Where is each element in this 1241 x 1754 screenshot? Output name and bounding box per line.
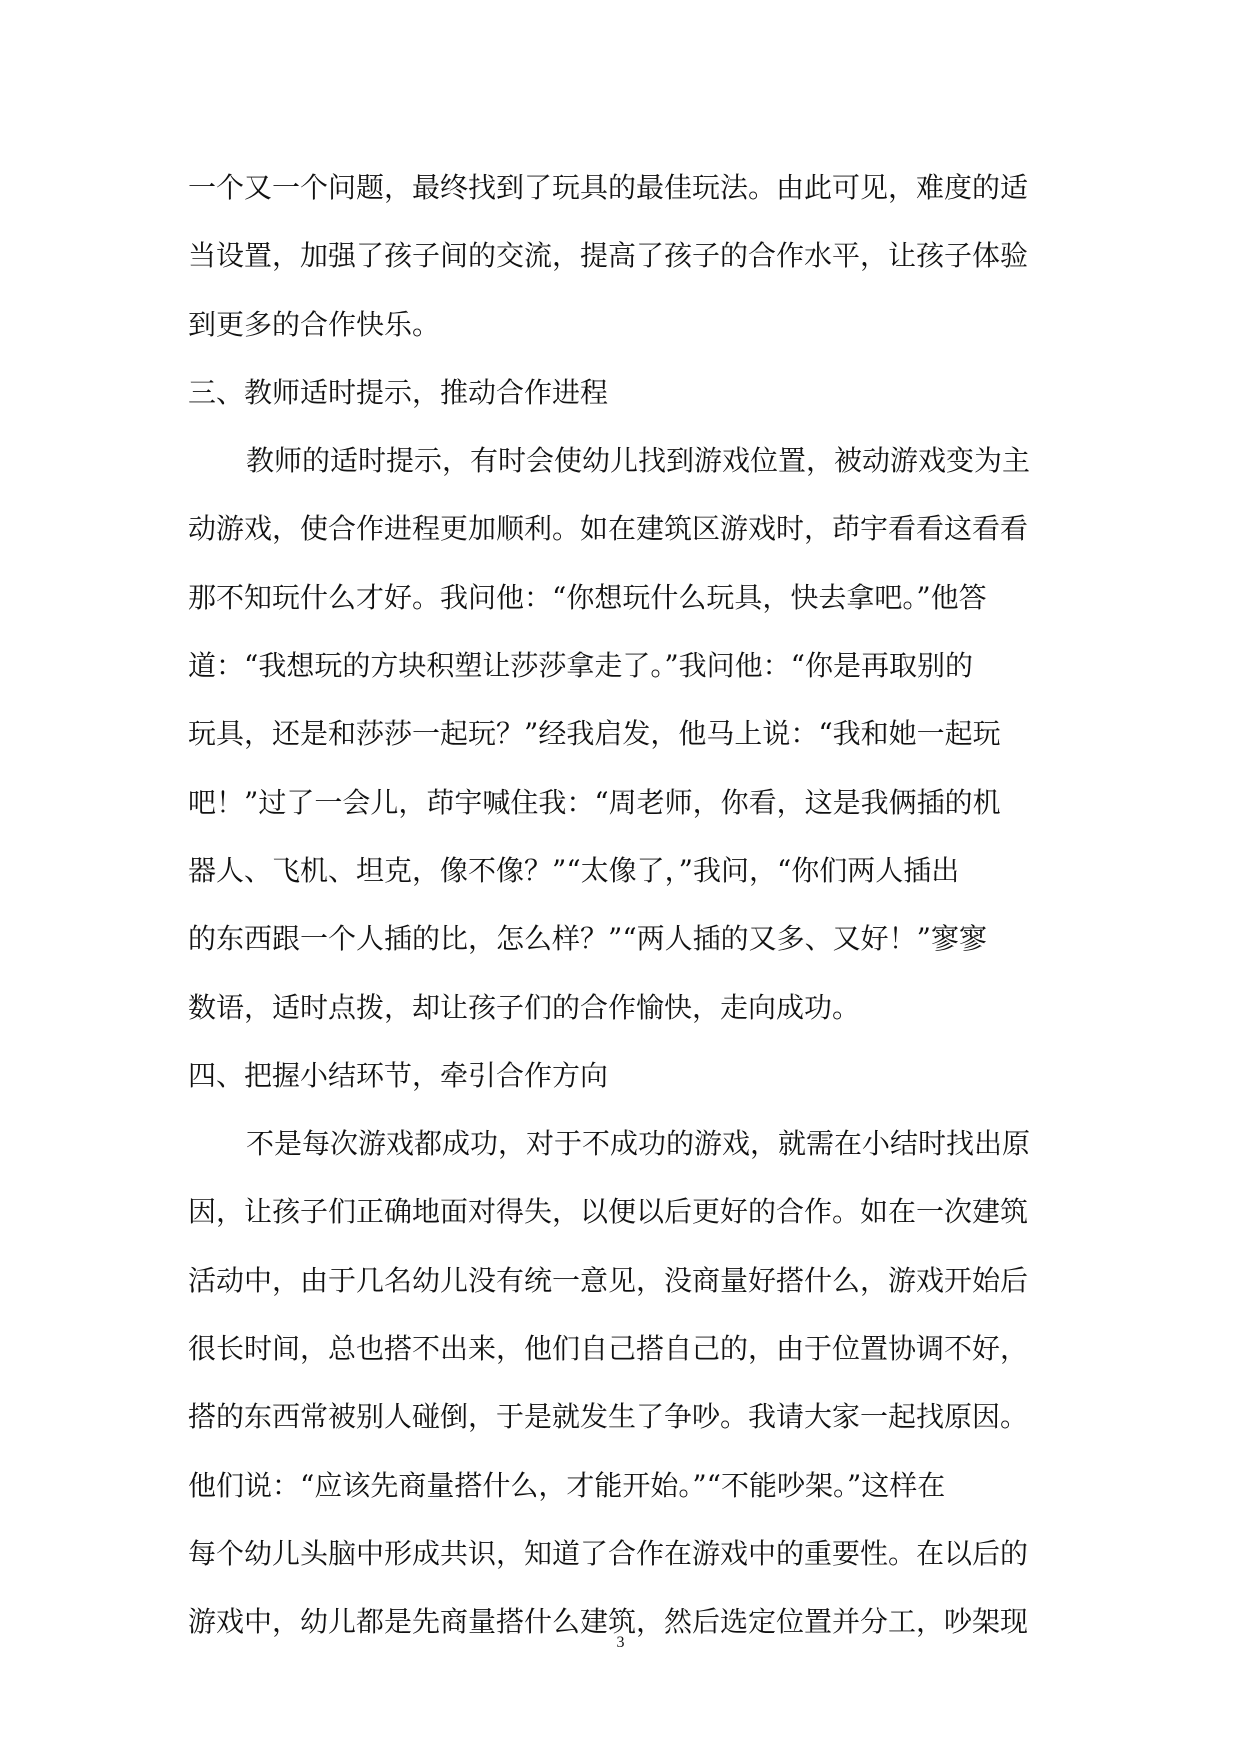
- text-line: 因，让孩子们正确地面对得失，以便以后更好的合作。如在一次建筑: [188, 1195, 1029, 1229]
- text-line: 很长时间，总也搭不出来，他们自己搭自己的，由于位置协调不好，: [188, 1332, 1029, 1366]
- text-line: 道：“我想玩的方块积塑让莎莎拿走了。”我问他：“你是再取别的: [188, 649, 973, 683]
- section-heading: 三、教师适时提示，推动合作进程: [188, 375, 609, 409]
- text-line: 搭的东西常被别人碰倒，于是就发生了争吵。我请大家一起找原因。: [188, 1400, 1029, 1434]
- text-line: 不是每次游戏都成功，对于不成功的游戏，就需在小结时找出原: [246, 1127, 1031, 1161]
- text-line: 玩具，还是和莎莎一起玩？”经我启发，他马上说：“我和她一起玩: [188, 717, 1001, 751]
- text-line: 的东西跟一个人插的比，怎么样？”“两人插的又多、又好！”寥寥: [188, 922, 987, 956]
- text-line: 游戏中，幼儿都是先商量搭什么建筑，然后选定位置并分工，吵架现: [188, 1605, 1029, 1639]
- text-line: 一个又一个问题，最终找到了玩具的最佳玩法。由此可见，难度的适: [188, 171, 1029, 204]
- page-number: 3: [616, 1634, 625, 1651]
- text-line: 当设置，加强了孩子间的交流，提高了孩子的合作水平，让孩子体验: [188, 239, 1029, 273]
- text-line: 数语，适时点拨，却让孩子们的合作愉快，走向成功。: [188, 990, 861, 1024]
- text-line: 吧！”过了一会儿，茚宇喊住我：“周老师，你看，这是我俩插的机: [188, 785, 1001, 819]
- text-line: 每个幼儿头脑中形成共识，知道了合作在游戏中的重要性。在以后的: [188, 1536, 1029, 1570]
- text-line: 活动中，由于几名幼儿没有统一意见，没商量好搭什么，游戏开始后: [188, 1263, 1029, 1297]
- text-line: 教师的适时提示，有时会使幼儿找到游戏位置，被动游戏变为主: [246, 444, 1031, 478]
- text-body: [188, 154, 1058, 1657]
- text-line: 器人、飞机、坦克，像不像？”“太像了，”我问，“你们两人插出: [188, 853, 960, 887]
- text-line: 那不知玩什么才好。我问他：“你想玩什么玩具，快去拿吧。”他答: [188, 580, 987, 614]
- text-line: 动游戏，使合作进程更加顺利。如在建筑区游戏时，茚宇看看这看看: [188, 512, 1029, 546]
- text-line: 到更多的合作快乐。: [188, 307, 441, 341]
- text-line: 他们说：“应该先商量搭什么，才能开始。”“不能吵架。”这样在: [188, 1468, 946, 1502]
- section-heading: 四、把握小结环节，牵引合作方向: [188, 1058, 609, 1092]
